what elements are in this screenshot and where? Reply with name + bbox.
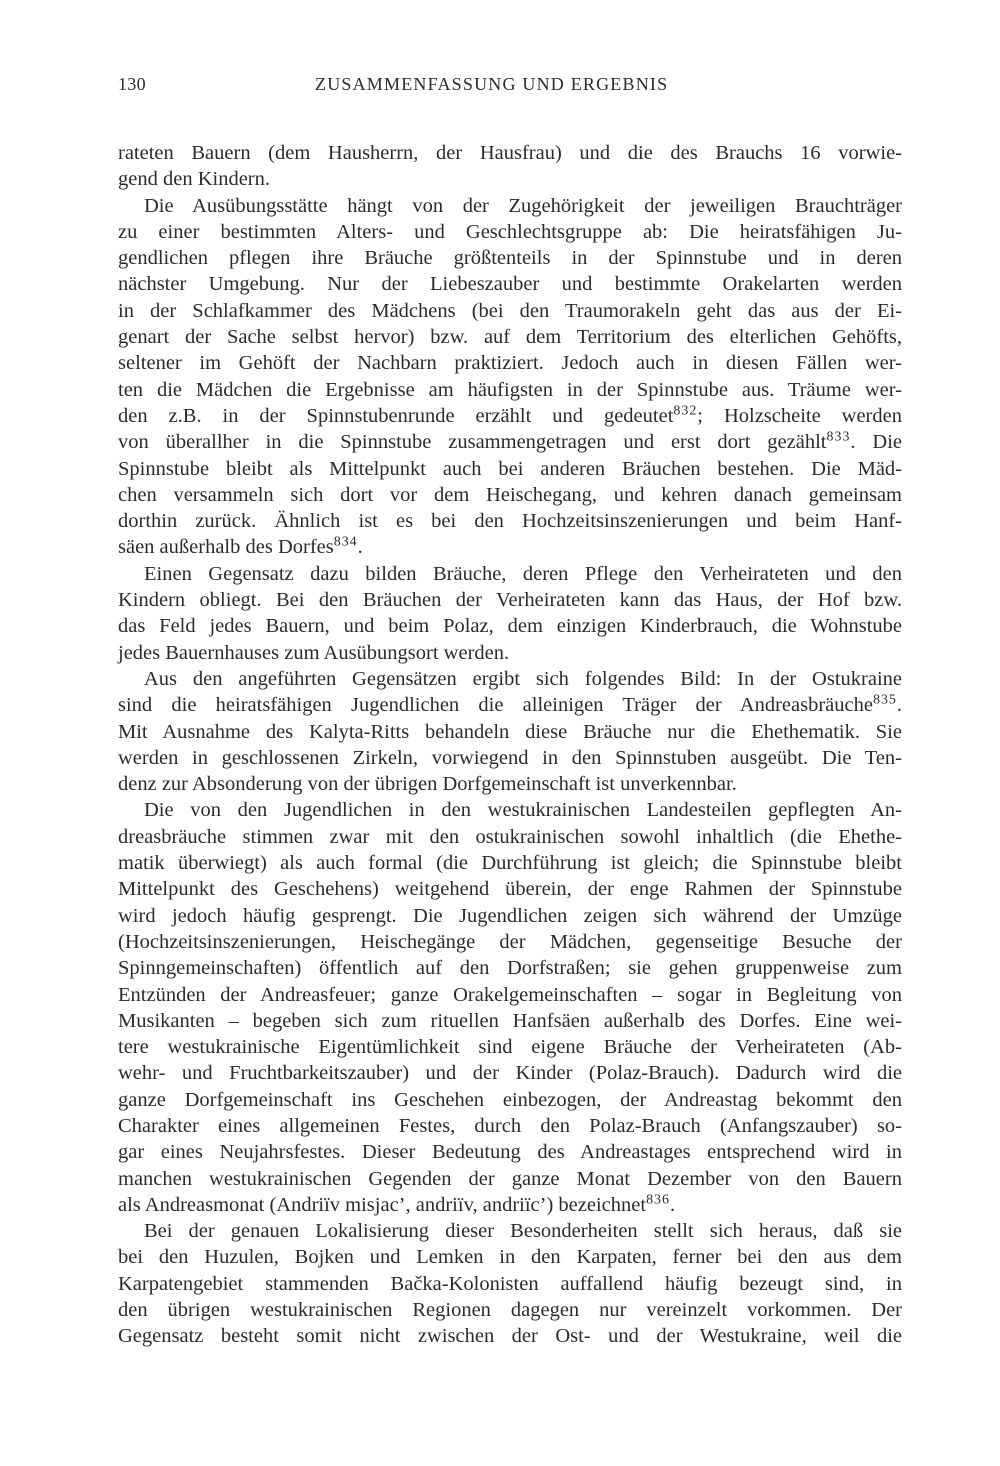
text-line: Aus den angeführten Gegensätzen ergibt sich folgendes Bild: In der Ostukraine xyxy=(144,667,902,690)
running-title: ZUSAMMENFASSUNG UND ERGEBNIS xyxy=(315,74,669,94)
text-line: den übrigen westukrainischen Regionen dagegen nur vereinzelt vorkommen. Der xyxy=(118,1299,902,1322)
text-line: werden in geschlossenen Zirkeln, vorwiegend in den Spinnstuben ausgeübt. Die Ten- xyxy=(118,746,902,769)
text-segment: . xyxy=(896,694,902,717)
text-line xyxy=(118,534,902,560)
text-line: nächster Umgebung. Nur der Liebeszauber und bestimmte Orakelarten werden xyxy=(118,273,902,296)
text-line: Entzünden der Andreasfeuer; ganze Orakelgemeinschaften – sogar in Begleitung von xyxy=(118,983,902,1006)
text-line: seltener im Gehöft der Nachbarn praktiziert. Jedoch auch in diesen Fällen wer- xyxy=(118,352,902,375)
text-line xyxy=(118,429,902,455)
text-segment: den z.B. in der Spinnstubenrunde erzählt und gedeutet xyxy=(118,404,674,427)
text-segment: von überallher in die Spinnstube zusammengetragen und erst dort gezählt xyxy=(118,431,827,454)
text-line: gar eines Neujahrsfestes. Dieser Bedeutung des Andreastages entsprechend wird in xyxy=(118,1141,902,1164)
text-line: wehr- und Fruchtbarkeitszauber) und der Kinder (Polaz-Brauch). Dadurch wird die xyxy=(118,1062,902,1085)
text-line: Die Ausübungsstätte hängt von der Zugehörigkeit der jeweiligen Brauchträger xyxy=(144,194,902,217)
text-line: dreasbräuche stimmen zwar mit den ostukrainischen sowohl inhaltlich (die Ehethe- xyxy=(118,825,902,848)
text-line: Spinngemeinschaften) öffentlich auf den Dorfstraßen; sie gehen gruppenweise zum xyxy=(118,957,902,980)
text-line: Spinnstube bleibt als Mittelpunkt auch bei anderen Bräuchen bestehen. Die Mäd- xyxy=(118,457,902,480)
text-line: gend den Kindern. xyxy=(118,168,270,191)
text-line: in der Schlafkammer des Mädchens (bei den Traumorakeln geht das aus der Ei- xyxy=(118,299,902,322)
text-segment: sind die heiratsfähigen Jugendlichen die alleinigen Träger der Andreasbräuche xyxy=(118,694,873,717)
text-line: matik überwiegt) als auch formal (die Durchführung ist gleich; die Spinnstube bleibt xyxy=(118,852,902,875)
text-line: Mit Ausnahme des Kalyta-Ritts behandeln diese Bräuche nur die Ehethematik. Sie xyxy=(118,720,902,743)
footnote-ref: 835 xyxy=(872,692,897,708)
text-line: genart der Sache selbst hervor) bzw. auf dem Territorium des elterlichen Gehöfts, xyxy=(118,326,902,349)
text-line: Gegensatz besteht somit nicht zwischen der Ost- und der Westukraine, weil die xyxy=(118,1325,902,1348)
text-segment: . Die xyxy=(850,431,902,454)
text-line: rateten Bauern (dem Hausherrn, der Hausfrau) und die des Brauchs 16 vorwie- xyxy=(118,142,902,164)
text-line: manchen westukrainischen Gegenden der ganze Monat Dezember von den Bauern xyxy=(118,1167,902,1190)
text-line: Kindern obliegt. Bei den Bräuchen der Verheirateten kann das Haus, der Hof bzw. xyxy=(118,589,902,612)
text-line: Karpatengebiet stammenden Bačka-Kolonisten auffallend häufig bezeugt sind, in xyxy=(118,1272,902,1295)
text-segment: als Andreasmonat (Andriïv misjac’, andriïv, andriïc’) bezeichnet xyxy=(118,1193,647,1216)
text-line: ganze Dorfgemeinschaft ins Geschehen einbezogen, der Andreastag bekommt den xyxy=(118,1088,902,1111)
text-line xyxy=(118,692,902,718)
text-line: wird jedoch häufig gesprengt. Die Jugendlichen zeigen sich während der Umzüge xyxy=(118,904,902,927)
text-segment: säen außerhalb des Dorfes xyxy=(118,536,334,559)
text-line: denz zur Absonderung von der übrigen Dorfgemeinschaft ist unverkennbar. xyxy=(118,773,737,796)
text-line: bei den Huzulen, Bojken und Lemken in den Karpaten, ferner bei den aus dem xyxy=(118,1246,902,1269)
text-segment: ; Holzscheite werden xyxy=(697,404,902,427)
text-line: dorthin zurück. Ähnlich ist es bei den Hochzeitsinszenierungen und beim Hanf- xyxy=(118,510,902,533)
text-line: (Hochzeitsinszenierungen, Heischegänge der Mädchen, gegenseitige Besuche der xyxy=(118,930,902,953)
body-text xyxy=(118,140,902,1350)
footnote-ref: 833 xyxy=(826,429,851,445)
text-line: tere westukrainische Eigentümlichkeit sind eigene Bräuche der Verheirateten (Ab- xyxy=(118,1036,902,1059)
footnote-ref: 832 xyxy=(673,403,698,419)
text-line: Charakter eines allgemeinen Festes, durch den Polaz-Brauch (Anfangszauber) so- xyxy=(118,1114,902,1137)
text-segment: . xyxy=(357,536,363,559)
text-line xyxy=(118,403,902,429)
footnote-ref: 836 xyxy=(646,1192,670,1208)
text-line: chen versammeln sich dort vor dem Heischegang, und kehren danach gemeinsam xyxy=(118,483,902,506)
text-line xyxy=(118,1192,902,1218)
text-line: Musikanten – begeben sich zum rituellen Hanfsäen außerhalb des Dorfes. Eine wei- xyxy=(118,1009,902,1032)
book-page xyxy=(118,74,902,1348)
text-line: Die von den Jugendlichen in den westukrainischen Landesteilen gepflegten An- xyxy=(144,799,902,822)
footnote-ref: 834 xyxy=(333,534,358,550)
text-segment: . xyxy=(669,1193,676,1216)
text-line: gendlichen pflegen ihre Bräuche größtenteils in der Spinnstube und in deren xyxy=(118,247,902,270)
text-line: Mittelpunkt des Geschehens) weitgehend überein, der enge Rahmen der Spinnstube xyxy=(118,878,902,901)
text-line: jedes Bauernhauses zum Ausübungsort werden. xyxy=(118,641,510,664)
running-head xyxy=(118,74,902,102)
text-line: zu einer bestimmten Alters- und Geschlechtsgruppe ab: Die heiratsfähigen Ju- xyxy=(118,220,902,243)
text-line: Bei der genauen Lokalisierung dieser Besonderheiten stellt sich heraus, daß sie xyxy=(144,1220,902,1243)
text-line: Einen Gegensatz dazu bilden Bräuche, deren Pflege den Verheirateten und den xyxy=(144,562,902,585)
text-line: ten die Mädchen die Ergebnisse am häufigsten in der Spinnstube aus. Träume wer- xyxy=(118,378,902,401)
page-number: 130 xyxy=(118,74,146,94)
text-line: das Feld jedes Bauern, und beim Polaz, dem einzigen Kinderbrauch, die Wohnstube xyxy=(118,615,902,638)
